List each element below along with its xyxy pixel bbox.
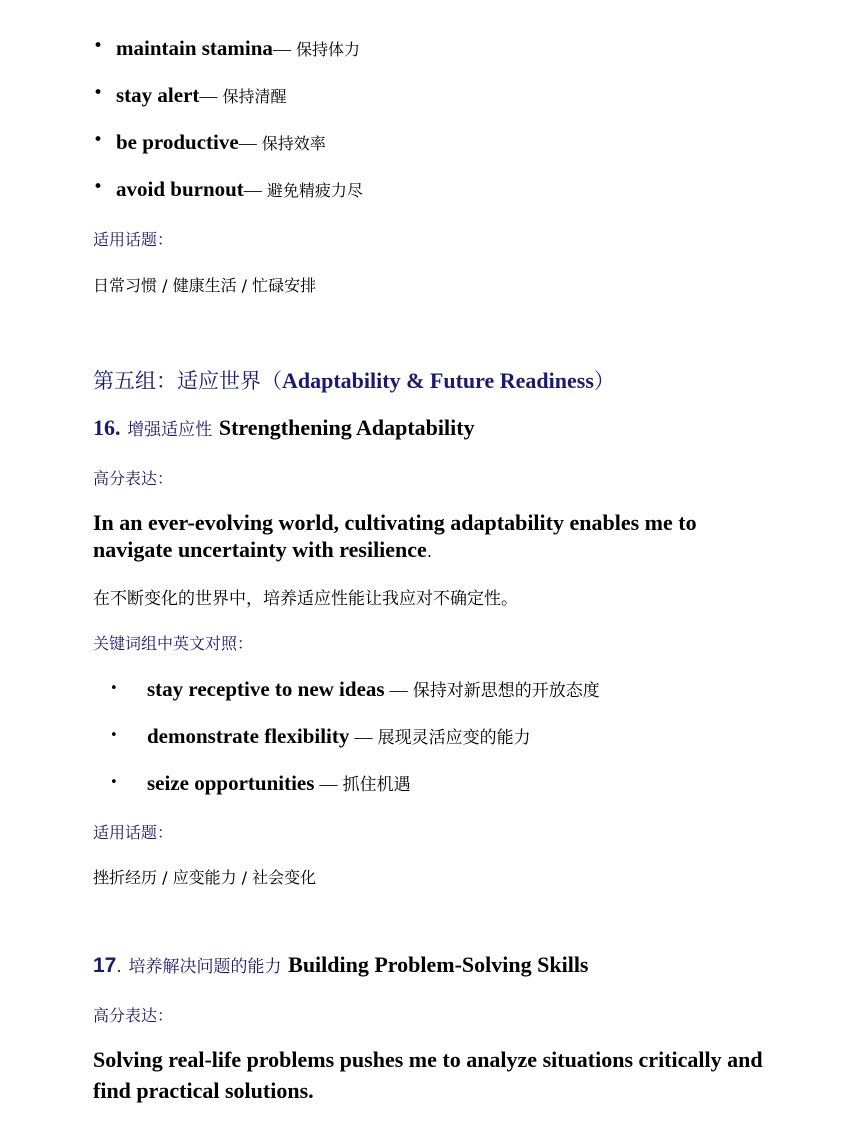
- high-score-sentence: [93, 509, 697, 565]
- phrase-zh: 保持体力: [296, 40, 361, 59]
- topic-heading-zh: 增强适应性: [127, 420, 213, 440]
- bullet: •: [110, 728, 118, 743]
- bullet: •: [93, 36, 104, 56]
- sentence-line: Solving real-life problems pushes me to analyze situations critically and: [93, 1047, 763, 1072]
- topic-heading-en: Building Problem-Solving Skills: [288, 952, 589, 977]
- phrase-zh: 保持清醒: [222, 87, 287, 106]
- sentence-line: find practical solutions.: [93, 1078, 314, 1103]
- sentence-translation: 在不断变化的世界中，培养适应性能让我应对不确定性。: [93, 589, 518, 609]
- dash: —: [272, 39, 291, 59]
- phrase-en: stay receptive to new ideas: [147, 677, 385, 701]
- bullet: •: [110, 775, 118, 790]
- phrase-en: seize opportunities: [147, 771, 315, 795]
- applicable-topics-label: 适用话题：: [93, 230, 174, 249]
- high-score-sentence: [93, 1044, 763, 1106]
- phrase-en: demonstrate flexibility: [147, 724, 350, 748]
- sentence-period: .: [426, 542, 432, 561]
- topic-number: 17: [93, 954, 117, 977]
- bullet: •: [93, 83, 104, 103]
- phrase-en: avoid burnout: [116, 177, 244, 201]
- dash: —: [238, 133, 257, 153]
- applicable-topics: 挫折经历 / 应变能力 / 社会变化: [93, 868, 317, 887]
- group-heading: [93, 365, 615, 395]
- topic-heading: [93, 415, 475, 441]
- phrase-zh: 展现灵活应变的能力: [377, 728, 531, 748]
- dash: —: [319, 774, 338, 794]
- sentence-text: navigate uncertainty with resilience: [93, 537, 427, 562]
- high-score-expression-label: 高分表达：: [93, 1006, 174, 1025]
- bullet: •: [93, 177, 104, 197]
- topic-heading: [93, 952, 589, 978]
- phrase-zh: 避免精疲力尽: [266, 181, 363, 200]
- phrase-en: be productive: [116, 130, 239, 154]
- dash: —: [389, 680, 408, 700]
- dash: —: [354, 727, 373, 747]
- phrase-zh: 保持对新思想的开放态度: [412, 681, 600, 701]
- topic-number: 16.: [93, 415, 121, 440]
- bullet: •: [110, 681, 118, 696]
- sentence-line: In an ever-evolving world, cultivating adaptability enables me to: [93, 510, 697, 535]
- phrase-en: maintain stamina: [116, 36, 273, 60]
- bullet: •: [93, 130, 104, 150]
- applicable-topics: 日常习惯 / 健康生活 / 忙碌安排: [93, 276, 317, 295]
- topic-heading-zh: 培养解决问题的能力: [128, 957, 282, 977]
- topic-number-dot: .: [116, 957, 122, 977]
- dash: —: [199, 86, 218, 106]
- dash: —: [243, 180, 262, 200]
- phrase-zh: 保持效率: [261, 134, 326, 153]
- group-heading-en: Adaptability & Future Readiness: [282, 368, 594, 393]
- topic-heading-en: Strengthening Adaptability: [218, 415, 475, 440]
- group-heading-zh-close: ）: [593, 369, 615, 393]
- key-phrases-label: 关键词组中英文对照：: [93, 634, 254, 653]
- high-score-expression-label: 高分表达：: [93, 469, 174, 488]
- phrase-en: stay alert: [116, 83, 200, 107]
- applicable-topics-label: 适用话题：: [93, 823, 174, 842]
- group-heading-zh: 第五组：适应世界（: [93, 369, 282, 393]
- phrase-zh: 抓住机遇: [342, 775, 411, 795]
- sentence-line: [93, 536, 697, 565]
